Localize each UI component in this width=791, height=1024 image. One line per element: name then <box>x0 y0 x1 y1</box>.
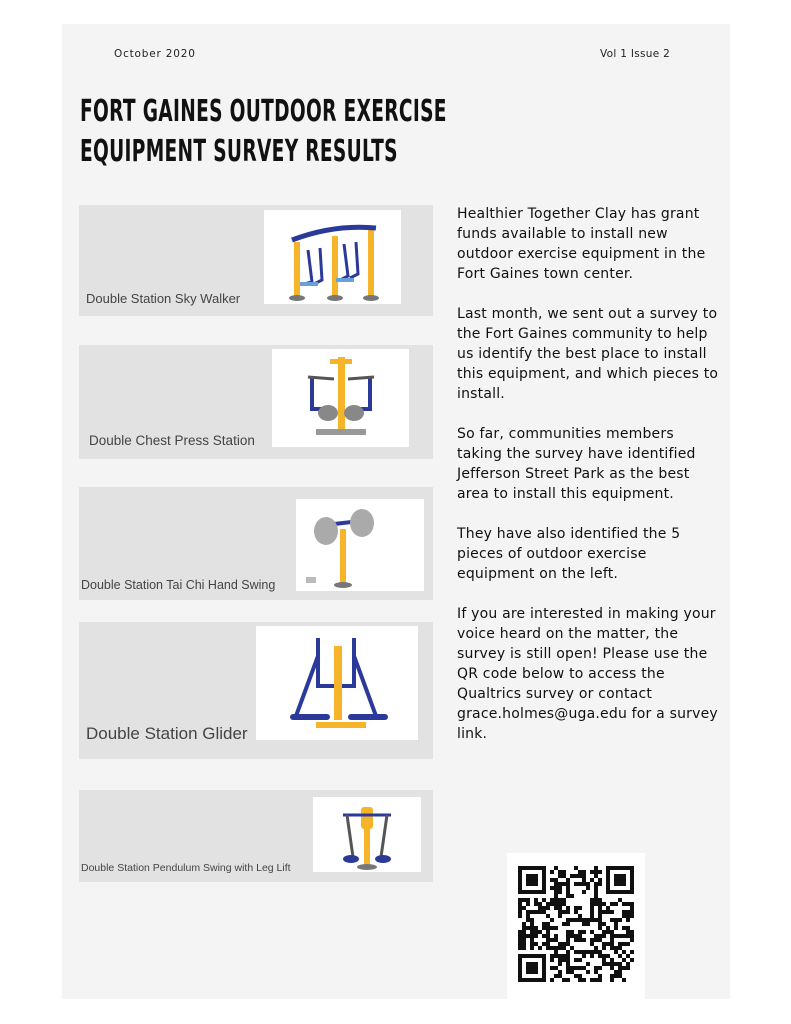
equipment-label: Double Station Glider <box>86 724 248 743</box>
equipment-label: Double Station Tai Chi Hand Swing <box>81 578 276 592</box>
title-line-2: EQUIPMENT SURVEY RESULTS <box>80 134 398 169</box>
page-title <box>80 92 447 172</box>
paragraph: Last month, we sent out a survey to the Fort Gaines community to help us identify the best place to install this equipment, and which pieces to install. <box>457 306 719 402</box>
issue-volume: Vol 1 Issue 2 <box>600 48 671 60</box>
paragraph: They have also identified the 5 pieces of outdoor exercise equipment on the left. <box>457 526 681 582</box>
article-body <box>457 204 719 764</box>
issue-date: October 2020 <box>114 48 196 60</box>
equipment-card-chest-press <box>79 345 433 459</box>
pendulum-image <box>313 797 421 872</box>
equipment-label: Double Station Pendulum Swing with Leg Lift <box>81 862 291 874</box>
equipment-card-glider <box>79 622 433 759</box>
sky-walker-image <box>264 210 401 304</box>
equipment-card-pendulum <box>79 790 433 882</box>
survey-qr-code[interactable] <box>507 853 645 999</box>
title-line-1: FORT GAINES OUTDOOR EXERCISE <box>80 94 447 129</box>
paragraph: If you are interested in making your voice heard on the matter, the survey is still open! Please use the QR code below to access the Qualtrics survey or contact grace.holmes@uga.edu for a survey link. <box>457 606 718 742</box>
qr-code-icon <box>518 866 634 982</box>
tai-chi-image <box>296 499 424 591</box>
equipment-card-sky-walker <box>79 205 433 316</box>
glider-image <box>256 626 418 740</box>
equipment-card-tai-chi <box>79 487 433 600</box>
equipment-label: Double Station Sky Walker <box>86 291 241 306</box>
paragraph: So far, communities members taking the survey have identified Jefferson Street Park as the best area to install this equipment. <box>457 426 696 502</box>
chest-press-image <box>272 349 409 447</box>
paragraph: Healthier Together Clay has grant funds available to install new outdoor exercise equipment in the Fort Gaines town center. <box>457 206 706 282</box>
equipment-label: Double Chest Press Station <box>89 433 255 448</box>
